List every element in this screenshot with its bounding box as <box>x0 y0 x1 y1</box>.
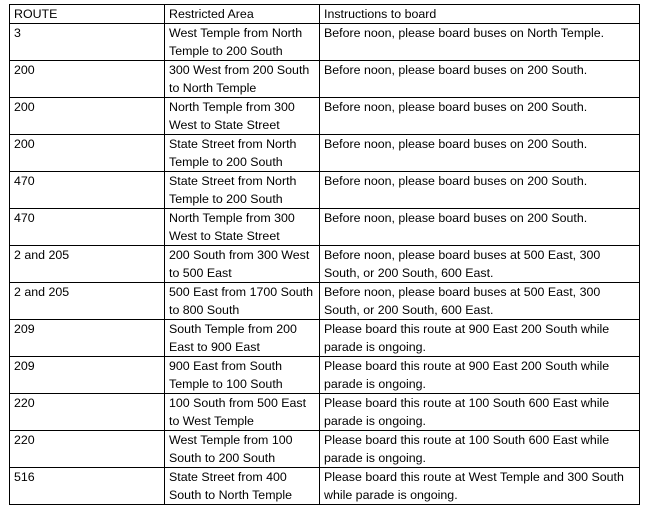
restricted-area-cell: 200 South from 300 West to 500 East <box>165 246 320 283</box>
restricted-area-cell: North Temple from 300 West to State Street <box>165 209 320 246</box>
table-row <box>10 246 640 283</box>
table-row <box>10 468 640 505</box>
restricted-area-cell: West Temple from 100 South to 200 South <box>165 431 320 468</box>
restricted-area-cell: 900 East from South Temple to 100 South <box>165 357 320 394</box>
instructions-cell: Before noon, please board buses on 200 South. <box>320 209 640 246</box>
table-row <box>10 98 640 135</box>
restricted-area-cell: South Temple from 200 East to 900 East <box>165 320 320 357</box>
restricted-area-cell: 500 East from 1700 South to 800 South <box>165 283 320 320</box>
table-row <box>10 135 640 172</box>
instructions-cell: Please board this route at 900 East 200 South while parade is ongoing. <box>320 357 640 394</box>
route-cell: 3 <box>10 24 165 61</box>
header-restricted-area: Restricted Area <box>165 5 320 24</box>
route-cell: 2 and 205 <box>10 246 165 283</box>
table-row <box>10 394 640 431</box>
table-row <box>10 61 640 98</box>
table-row <box>10 172 640 209</box>
route-cell: 220 <box>10 431 165 468</box>
table-header-row <box>10 5 640 24</box>
table-row <box>10 431 640 468</box>
instructions-cell: Before noon, please board buses on North Temple. <box>320 24 640 61</box>
restricted-area-cell: 300 West from 200 South to North Temple <box>165 61 320 98</box>
route-cell: 516 <box>10 468 165 505</box>
route-cell: 200 <box>10 61 165 98</box>
instructions-cell: Before noon, please board buses on 200 South. <box>320 61 640 98</box>
restricted-area-cell: 100 South from 500 East to West Temple <box>165 394 320 431</box>
route-cell: 200 <box>10 98 165 135</box>
table-row <box>10 320 640 357</box>
route-cell: 2 and 205 <box>10 283 165 320</box>
instructions-cell: Please board this route at 900 East 200 South while parade is ongoing. <box>320 320 640 357</box>
route-cell: 220 <box>10 394 165 431</box>
route-cell: 470 <box>10 209 165 246</box>
restricted-area-cell: State Street from 400 South to North Temple <box>165 468 320 505</box>
route-cell: 209 <box>10 320 165 357</box>
instructions-cell: Please board this route at 100 South 600 East while parade is ongoing. <box>320 431 640 468</box>
route-cell: 200 <box>10 135 165 172</box>
instructions-cell: Before noon, please board buses on 200 South. <box>320 172 640 209</box>
instructions-cell: Before noon, please board buses on 200 South. <box>320 135 640 172</box>
restricted-area-cell: West Temple from North Temple to 200 South <box>165 24 320 61</box>
instructions-cell: Please board this route at West Temple and 300 South while parade is ongoing. <box>320 468 640 505</box>
route-restrictions-table <box>9 4 640 505</box>
instructions-cell: Please board this route at 100 South 600 East while parade is ongoing. <box>320 394 640 431</box>
restricted-area-cell: North Temple from 300 West to State Street <box>165 98 320 135</box>
header-instructions: Instructions to board <box>320 5 640 24</box>
route-cell: 470 <box>10 172 165 209</box>
instructions-cell: Before noon, please board buses at 500 East, 300 South, or 200 South, 600 East. <box>320 246 640 283</box>
restricted-area-cell: State Street from North Temple to 200 South <box>165 172 320 209</box>
document-page <box>9 4 639 505</box>
table-row <box>10 24 640 61</box>
restricted-area-cell: State Street from North Temple to 200 South <box>165 135 320 172</box>
instructions-cell: Before noon, please board buses on 200 South. <box>320 98 640 135</box>
header-route: ROUTE <box>10 5 165 24</box>
route-cell: 209 <box>10 357 165 394</box>
table-row <box>10 209 640 246</box>
instructions-cell: Before noon, please board buses at 500 East, 300 South, or 200 South, 600 East. <box>320 283 640 320</box>
table-row <box>10 357 640 394</box>
table-row <box>10 283 640 320</box>
